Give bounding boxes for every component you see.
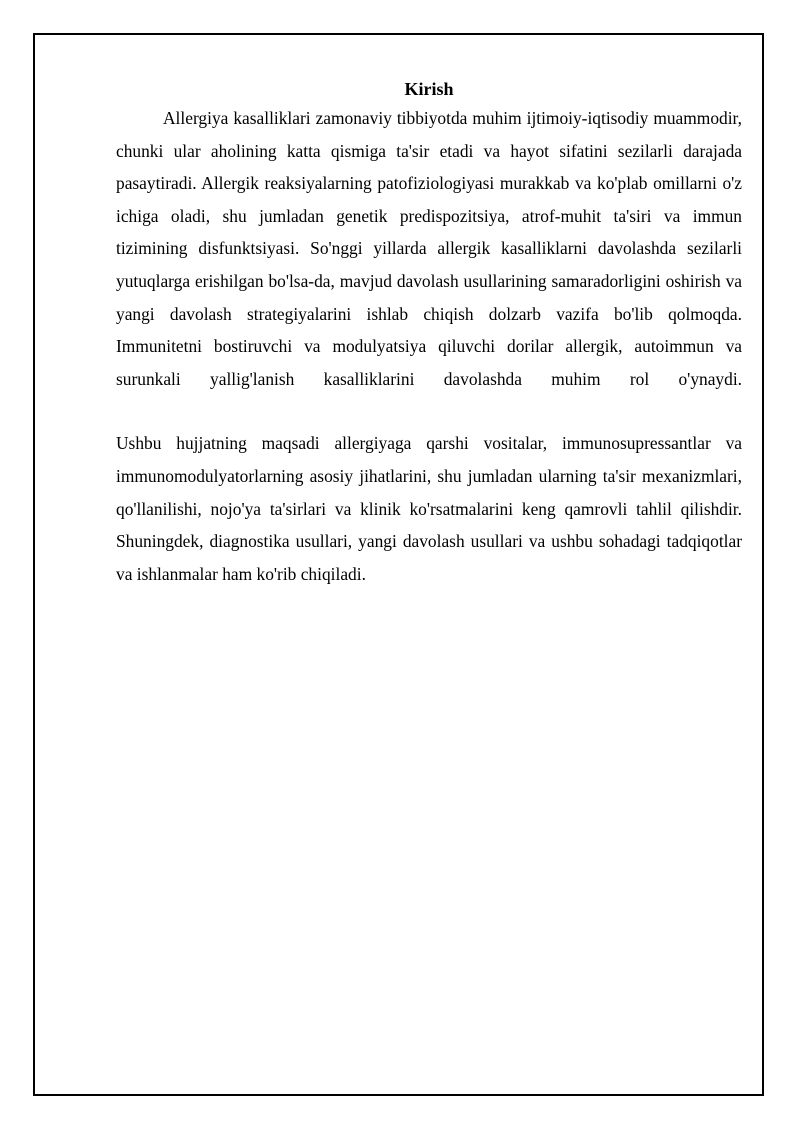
paragraph-intro: Allergiya kasalliklari zamonaviy tibbiyotda muhim ijtimoiy-iqtisodiy muammodir, chunki ular aholining katta qismiga ta'sir etadi va hayot sifatini sezilarli darajada pasaytiradi. Allergik reaksiyalarning patofiziologiyasi murakkab va ko'plab omillarni o'z ichiga oladi, shu jumladan genetik predispozitsiya, atrof-muhit ta'siri va immun tizimining disfunktsiyasi. So'nggi yillarda allergik kasalliklarni davolashda sezilarli yutuqlarga erishilgan bo'lsa-da, mavjud davolash usullarining samaradorligini oshirish va yangi davolash strategiyalarini ishlab chiqish dolzarb vazifa bo'lib qolmoqda. Immunitetni bostiruvchi va modulyatsiya qiluvchi dorilar allergik, autoimmun va surunkali yallig'lanish kasalliklarini davolashda muhim rol o'ynaydi. (116, 108, 742, 389)
paragraph-purpose: Ushbu hujjatning maqsadi allergiyaga qarshi vositalar, immunosupressantlar va immunomodulyatorlarning asosiy jihatlarini, shu jumladan ularning ta'sir mexanizmlari, qo'llanilishi, nojo'ya ta'sirlari va klinik ko'rsatmalarini keng qamrovli tahlil qilishdir. Shuningdek, diagnostika usullari, yangi davolash usullari va ushbu sohadagi tadqiqotlar va ishlanmalar ham ko'rib chiqiladi. (116, 433, 742, 584)
document-title: Kirish (404, 79, 454, 99)
document-body (116, 76, 742, 590)
